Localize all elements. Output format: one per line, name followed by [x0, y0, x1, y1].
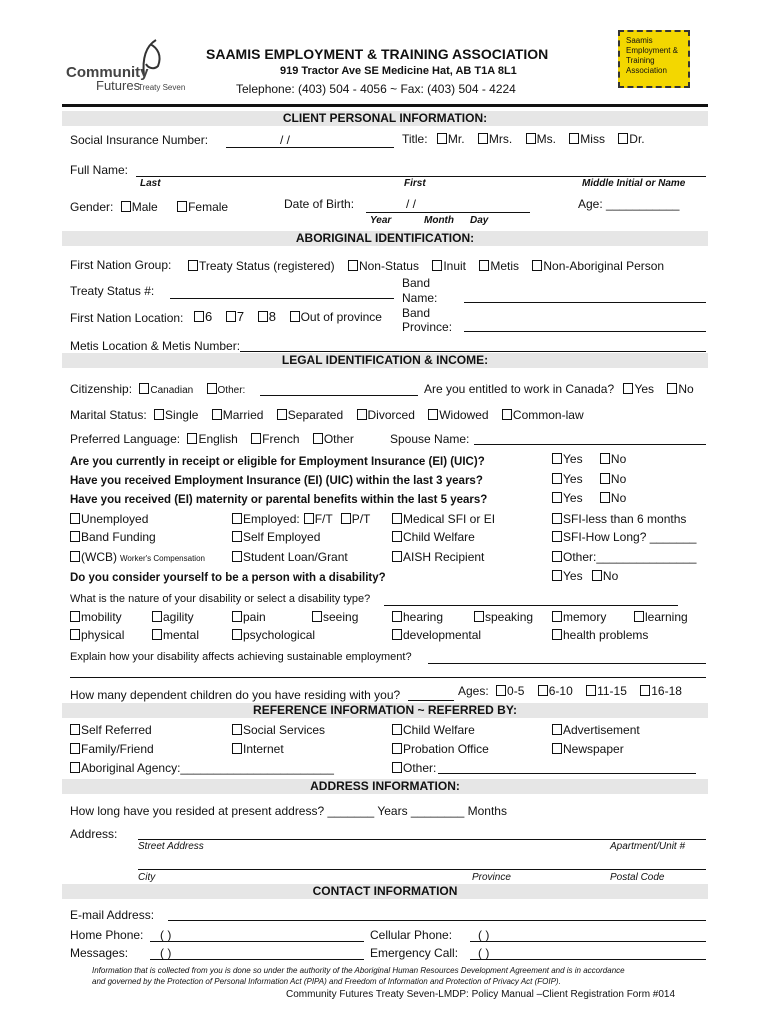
widowed-checkbox[interactable] [428, 409, 438, 420]
developmental-label: developmental [403, 628, 482, 642]
ei3-question: Have you received Employment Insurance (EI) (UIC) within the last 3 years? [70, 475, 483, 487]
address-label: Address: [70, 827, 118, 841]
ei-yes-checkbox[interactable] [552, 453, 562, 464]
ft-label: F/T [314, 512, 333, 526]
explain-field-1[interactable] [428, 663, 706, 664]
no-label: No [602, 569, 619, 583]
dis-health [552, 628, 648, 642]
dis-learning [634, 610, 688, 624]
newspaper-label: Newspaper [563, 742, 624, 756]
seeing-label: seeing [323, 610, 359, 624]
income-aish [392, 550, 484, 564]
ref-social [232, 723, 325, 737]
last-caption: Last [140, 178, 161, 189]
ref-other [392, 761, 436, 775]
ei-question: Are you currently in receipt or eligible for Employment Insurance (EI) (UIC)? [70, 456, 485, 468]
pt-checkbox[interactable] [341, 513, 351, 524]
ref-internet [232, 742, 284, 756]
messages-field[interactable] [150, 959, 364, 960]
loc-8-checkbox[interactable] [258, 311, 268, 322]
yes-label: Yes [563, 472, 583, 486]
citizenship-group [70, 382, 245, 396]
title-dr: Dr. [629, 132, 645, 146]
divorced-label: Divorced [367, 408, 415, 422]
married-checkbox[interactable] [212, 409, 222, 420]
age-16-18-checkbox[interactable] [640, 685, 650, 696]
income-self [232, 530, 320, 544]
email-field[interactable] [168, 920, 706, 921]
health-checkbox[interactable] [552, 629, 562, 640]
self-referred-checkbox[interactable] [70, 724, 80, 735]
band-name-label: Band [402, 276, 431, 290]
sin-field[interactable] [226, 147, 394, 148]
wcb-label: (WCB) [81, 550, 117, 564]
ref-family [70, 742, 154, 756]
income-other [552, 550, 696, 564]
other-income-checkbox[interactable] [552, 551, 562, 562]
band-funding-label: Band Funding [81, 530, 156, 544]
work-yes-label: Yes [634, 382, 655, 396]
other-lang-checkbox[interactable] [313, 433, 323, 444]
mat-no-checkbox[interactable] [600, 492, 610, 503]
child-welfare-checkbox[interactable] [392, 531, 402, 542]
physical-checkbox[interactable] [70, 629, 80, 640]
developmental-checkbox[interactable] [392, 629, 402, 640]
advertisement-label: Advertisement [563, 723, 640, 737]
title-mrs-checkbox[interactable] [478, 133, 488, 144]
student-label: Student Loan/Grant [243, 550, 348, 564]
ei3-yes-no [552, 472, 626, 486]
probation-label: Probation Office [403, 742, 489, 756]
single-checkbox[interactable] [154, 409, 164, 420]
dis-physical [70, 628, 124, 642]
learning-checkbox[interactable] [634, 611, 644, 622]
band-funding-checkbox[interactable] [70, 531, 80, 542]
mental-checkbox[interactable] [152, 629, 162, 640]
ages-group [458, 684, 682, 698]
divorced-checkbox[interactable] [357, 409, 367, 420]
year-caption: Year [370, 215, 392, 226]
dis-pain [232, 610, 266, 624]
treaty-number-label: Treaty Status #: [70, 284, 155, 298]
treaty-status-checkbox[interactable] [188, 260, 198, 271]
male-checkbox[interactable] [121, 201, 131, 212]
fng-options [188, 259, 664, 273]
month-caption: Month [424, 215, 454, 226]
privacy-line-2: and governed by the Protection of Personal Information Act (PIPA) and Freedom of Information and Protection of Privacy Act (FOIP). [92, 977, 561, 986]
dis-yes-checkbox[interactable] [552, 570, 562, 581]
yes-label: Yes [563, 491, 583, 505]
loc-8-label: 8 [268, 309, 276, 324]
marital-label: Marital Status: [70, 408, 147, 422]
cell-phone-field[interactable] [470, 941, 706, 942]
no-label: No [610, 491, 627, 505]
self-employed-checkbox[interactable] [232, 531, 242, 542]
income-child [392, 530, 475, 544]
dis-dev [392, 628, 481, 642]
mat-yes-checkbox[interactable] [552, 492, 562, 503]
dob-sep: / / [406, 197, 417, 211]
metis-label: Metis [490, 259, 520, 273]
self-referred-label: Self Referred [81, 723, 152, 737]
work-yes-checkbox[interactable] [623, 383, 633, 394]
other-cit-field[interactable] [260, 395, 418, 396]
loc-out-checkbox[interactable] [290, 311, 300, 322]
age-6-10-checkbox[interactable] [538, 685, 548, 696]
work-no-label: No [678, 382, 694, 396]
psychological-checkbox[interactable] [232, 629, 242, 640]
speaking-label: speaking [485, 610, 534, 624]
fng-label: First Nation Group: [70, 258, 172, 272]
family-friend-label: Family/Friend [81, 742, 154, 756]
employed-checkbox[interactable] [232, 513, 242, 524]
band-name-label2: Name: [402, 291, 438, 305]
treaty-number-field[interactable] [170, 298, 394, 299]
spouse-label: Spouse Name: [390, 432, 470, 446]
dependents-field[interactable] [408, 700, 454, 701]
badge-line: Training [626, 56, 655, 65]
internet-checkbox[interactable] [232, 743, 242, 754]
aboriginal-agency-checkbox[interactable] [70, 762, 80, 773]
loc-6-label: 6 [205, 309, 213, 324]
hearing-label: hearing [403, 610, 444, 624]
aish-label: AISH Recipient [403, 550, 485, 564]
org-address: 919 Tractor Ave SE Medicine Hat, AB T1A 8L1 [280, 65, 517, 77]
yes-label: Yes [563, 569, 583, 583]
gender-label: Gender: [70, 200, 114, 214]
ei-yes-no [552, 452, 626, 466]
age-6-10-label: 6-10 [548, 684, 573, 698]
wcb-checkbox[interactable] [70, 551, 80, 562]
ref-child-welfare-label: Child Welfare [403, 723, 475, 737]
advertisement-checkbox[interactable] [552, 724, 562, 735]
family-friend-checkbox[interactable] [70, 743, 80, 754]
manual-reference: Community Futures Treaty Seven-LMDP: Policy Manual –Client Registration Form #014 [286, 989, 676, 1000]
postal-caption: Postal Code [610, 872, 665, 883]
social-services-checkbox[interactable] [232, 724, 242, 735]
female-checkbox[interactable] [177, 201, 187, 212]
sin-sep: / / [280, 133, 291, 147]
income-sfi-long [552, 530, 696, 544]
no-label: No [610, 452, 627, 466]
dis-speaking [474, 610, 533, 624]
ref-ad [552, 723, 640, 737]
employed-label: Employed: [243, 512, 300, 526]
ref-agency [70, 761, 334, 775]
treaty-status-label: Treaty Status (registered) [199, 259, 335, 273]
day-caption: Day [470, 215, 489, 226]
saamis-badge [618, 30, 690, 88]
medical-checkbox[interactable] [392, 513, 402, 524]
aish-checkbox[interactable] [392, 551, 402, 562]
yes-label: Yes [563, 452, 583, 466]
city-caption: City [138, 872, 156, 883]
wcb-small-label: Worker's Compensation [120, 554, 205, 563]
disability-nature: What is the nature of your disability or select a disability type? [70, 593, 371, 605]
street-caption: Street Address [138, 841, 204, 852]
income-unemployed [70, 512, 148, 526]
marital-group [70, 408, 584, 422]
loc-7-checkbox[interactable] [226, 311, 236, 322]
privacy-line-1: Information that is collected from you is done so under the authority of the Aboriginal Human Resources Development Agreement and is in accordance [92, 966, 625, 975]
title-label: Title: [402, 132, 428, 146]
unemployed-checkbox[interactable] [70, 513, 80, 524]
mobility-label: mobility [81, 610, 122, 624]
emergency-paren: ( ) [478, 946, 490, 960]
psychological-label: psychological [243, 628, 316, 642]
street-field[interactable] [138, 839, 706, 840]
client-heading: CLIENT PERSONAL INFORMATION: [62, 111, 708, 126]
mental-label: mental [163, 628, 200, 642]
seeing-checkbox[interactable] [312, 611, 322, 622]
home-phone-paren: ( ) [160, 928, 172, 942]
age-16-18-label: 16-18 [651, 684, 682, 698]
fnl-options [194, 309, 382, 324]
home-phone-label: Home Phone: [70, 928, 144, 942]
ref-self [70, 723, 152, 737]
metis-checkbox[interactable] [479, 260, 489, 271]
org-title: SAAMIS EMPLOYMENT & TRAINING ASSOCIATION [206, 46, 549, 62]
female-label: Female [188, 200, 229, 214]
language-label: Preferred Language: [70, 432, 181, 446]
medical-label: Medical SFI or EI [403, 512, 496, 526]
header-rule [62, 104, 708, 107]
first-caption: First [404, 178, 426, 189]
ref-probation [392, 742, 489, 756]
org-phone: Telephone: (403) 504 - 4056 ~ Fax: (403) 504 - 4224 [236, 82, 516, 96]
citizenship-label: Citizenship: [70, 382, 133, 396]
income-sfi6 [552, 512, 686, 526]
middle-caption: Middle Initial or Name [582, 178, 686, 189]
logo-community: Community [66, 64, 149, 81]
canadian-checkbox[interactable] [139, 383, 149, 394]
non-aboriginal-label: Non-Aboriginal Person [543, 259, 665, 273]
gender-group [70, 200, 228, 214]
dis-yes-no [552, 569, 618, 583]
widowed-label: Widowed [439, 408, 489, 422]
sfi6-checkbox[interactable] [552, 513, 562, 524]
single-label: Single [165, 408, 199, 422]
english-checkbox[interactable] [187, 433, 197, 444]
other-lang-label: Other [323, 432, 354, 446]
age-0-5-label: 0-5 [507, 684, 525, 698]
inuit-label: Inuit [443, 259, 467, 273]
english-label: English [198, 432, 238, 446]
dis-agility [152, 610, 194, 624]
loc-6-checkbox[interactable] [194, 311, 204, 322]
work-no-checkbox[interactable] [667, 383, 677, 394]
inuit-checkbox[interactable] [432, 260, 442, 271]
home-phone-field[interactable] [150, 941, 364, 942]
common-law-label: Common-law [512, 408, 584, 422]
dependents-question: How many dependent children do you have residing with you? [70, 688, 401, 702]
legal-heading: LEGAL IDENTIFICATION & INCOME: [62, 353, 708, 368]
ages-label: Ages: [458, 684, 489, 698]
email-label: E-mail Address: [70, 908, 155, 922]
pain-checkbox[interactable] [232, 611, 242, 622]
other-cit-label: Other: [217, 385, 246, 396]
language-group [70, 432, 354, 446]
social-services-label: Social Services [243, 723, 326, 737]
work-question [424, 382, 694, 396]
emergency-field[interactable] [470, 959, 706, 960]
separated-label: Separated [287, 408, 344, 422]
age-11-15-label: 11-15 [597, 684, 627, 698]
dob-label: Date of Birth: [284, 197, 355, 211]
resided-question: How long have you resided at present address? _______ Years ________ Months [70, 804, 507, 818]
metis-loc-field[interactable] [240, 351, 706, 352]
badge-line: Saamis [626, 36, 653, 45]
title-mr: Mr. [447, 132, 465, 146]
dob-field[interactable] [366, 212, 530, 213]
mobility-checkbox[interactable] [70, 611, 80, 622]
title-ms: Ms. [536, 132, 556, 146]
ei3-yes-checkbox[interactable] [552, 473, 562, 484]
memory-checkbox[interactable] [552, 611, 562, 622]
mat-yes-no [552, 491, 626, 505]
fnl-label: First Nation Location: [70, 311, 184, 325]
cell-phone-paren: ( ) [478, 928, 490, 942]
french-checkbox[interactable] [251, 433, 261, 444]
sin-label: Social Insurance Number: [70, 133, 209, 147]
age-field[interactable]: Age: ___________ [578, 197, 680, 211]
messages-label: Messages: [70, 946, 129, 960]
title-mrs: Mrs. [488, 132, 513, 146]
title-miss: Miss [580, 132, 605, 146]
internet-label: Internet [243, 742, 284, 756]
sfi-long-label: SFI-How Long? _______ [563, 530, 697, 544]
income-band [70, 530, 156, 544]
non-status-label: Non-Status [358, 259, 419, 273]
health-label: health problems [563, 628, 649, 642]
address-heading: ADDRESS INFORMATION: [62, 779, 708, 794]
probation-checkbox[interactable] [392, 743, 402, 754]
logo-futures: Futures [96, 78, 141, 93]
income-employed [232, 512, 370, 526]
pain-label: pain [243, 610, 266, 624]
disability-question: Do you consider yourself to be a person with a disability? [70, 572, 386, 584]
learning-label: learning [645, 610, 688, 624]
french-label: French [262, 432, 300, 446]
reference-heading: REFERENCE INFORMATION ~ REFERRED BY: [62, 703, 708, 718]
dis-memory [552, 610, 606, 624]
aboriginal-heading: ABORIGINAL IDENTIFICATION: [62, 231, 708, 246]
no-label: No [610, 472, 627, 486]
ft-checkbox[interactable] [304, 513, 314, 524]
dis-mental [152, 628, 199, 642]
income-student [232, 550, 348, 564]
dis-mobility [70, 610, 122, 624]
cell-phone-label: Cellular Phone: [370, 928, 453, 942]
band-name-field[interactable] [464, 302, 706, 303]
ref-child-welfare-checkbox[interactable] [392, 724, 402, 735]
badge-line: Association [626, 66, 667, 75]
memory-label: memory [563, 610, 607, 624]
newspaper-checkbox[interactable] [552, 743, 562, 754]
age-11-15-checkbox[interactable] [586, 685, 596, 696]
badge-line: Employment & [626, 46, 679, 55]
messages-paren: ( ) [160, 946, 172, 960]
logo-treaty: Treaty Seven [138, 83, 186, 92]
dis-hearing [392, 610, 443, 624]
unemployed-label: Unemployed [81, 512, 149, 526]
disability-explain: Explain how your disability affects achieving sustainable employment? [70, 651, 412, 663]
disability-nature-field[interactable] [384, 605, 678, 606]
agility-checkbox[interactable] [152, 611, 162, 622]
ref-other-checkbox[interactable] [392, 762, 402, 773]
separated-checkbox[interactable] [277, 409, 287, 420]
ref-other-field[interactable] [438, 773, 696, 774]
child-welfare-label: Child Welfare [403, 530, 475, 544]
ref-child [392, 723, 475, 737]
dis-psych [232, 628, 315, 642]
age-0-5-checkbox[interactable] [496, 685, 506, 696]
work-q-label: Are you entitled to work in Canada? [424, 382, 615, 396]
band-prov-label: Band [402, 306, 431, 320]
ei-no-checkbox[interactable] [600, 453, 610, 464]
agility-label: agility [163, 610, 194, 624]
title-ms-checkbox[interactable] [526, 133, 536, 144]
income-wcb [70, 550, 205, 564]
sfi6-label: SFI-less than 6 months [563, 512, 687, 526]
spouse-field[interactable] [474, 444, 706, 445]
dis-seeing [312, 610, 358, 624]
hearing-checkbox[interactable] [392, 611, 402, 622]
title-miss-checkbox[interactable] [569, 133, 579, 144]
other-cit-checkbox[interactable] [207, 383, 217, 394]
emergency-label: Emergency Call: [370, 946, 459, 960]
non-status-checkbox[interactable] [348, 260, 358, 271]
pt-label: P/T [351, 512, 371, 526]
non-aboriginal-checkbox[interactable] [532, 260, 542, 271]
ei3-no-checkbox[interactable] [600, 473, 610, 484]
aboriginal-agency-label: Aboriginal Agency:_______________________ [81, 761, 334, 775]
dis-no-checkbox[interactable] [592, 570, 602, 581]
loc-out-label: Out of province [300, 310, 382, 324]
self-employed-label: Self Employed [243, 530, 321, 544]
explain-field-2[interactable] [70, 677, 706, 678]
loc-7-label: 7 [236, 309, 245, 324]
apt-caption: Apartment/Unit # [610, 841, 686, 852]
ref-other-label: Other: [403, 761, 437, 775]
common-law-checkbox[interactable] [502, 409, 512, 420]
metis-loc-label: Metis Location & Metis Number: [70, 339, 241, 353]
contact-heading: CONTACT INFORMATION [62, 884, 708, 899]
student-checkbox[interactable] [232, 551, 242, 562]
province-caption: Province [472, 872, 511, 883]
canadian-label: Canadian [150, 385, 194, 396]
ref-newspaper [552, 742, 624, 756]
city-field[interactable] [138, 869, 706, 870]
fullname-field[interactable] [136, 176, 706, 177]
other-income-label: Other:_______________ [563, 550, 697, 564]
sfi-long-checkbox[interactable] [552, 531, 562, 542]
fullname-label: Full Name: [70, 163, 129, 177]
title-mr-checkbox[interactable] [437, 133, 447, 144]
band-prov-label2: Province: [402, 320, 453, 334]
speaking-checkbox[interactable] [474, 611, 484, 622]
title-dr-checkbox[interactable] [618, 133, 628, 144]
title-group [402, 132, 645, 146]
maternity-question: Have you received (EI) maternity or parental benefits within the last 5 years? [70, 494, 488, 506]
male-label: Male [131, 200, 158, 214]
income-medical [392, 512, 495, 526]
physical-label: physical [81, 628, 125, 642]
band-prov-field[interactable] [464, 331, 706, 332]
married-label: Married [222, 408, 264, 422]
